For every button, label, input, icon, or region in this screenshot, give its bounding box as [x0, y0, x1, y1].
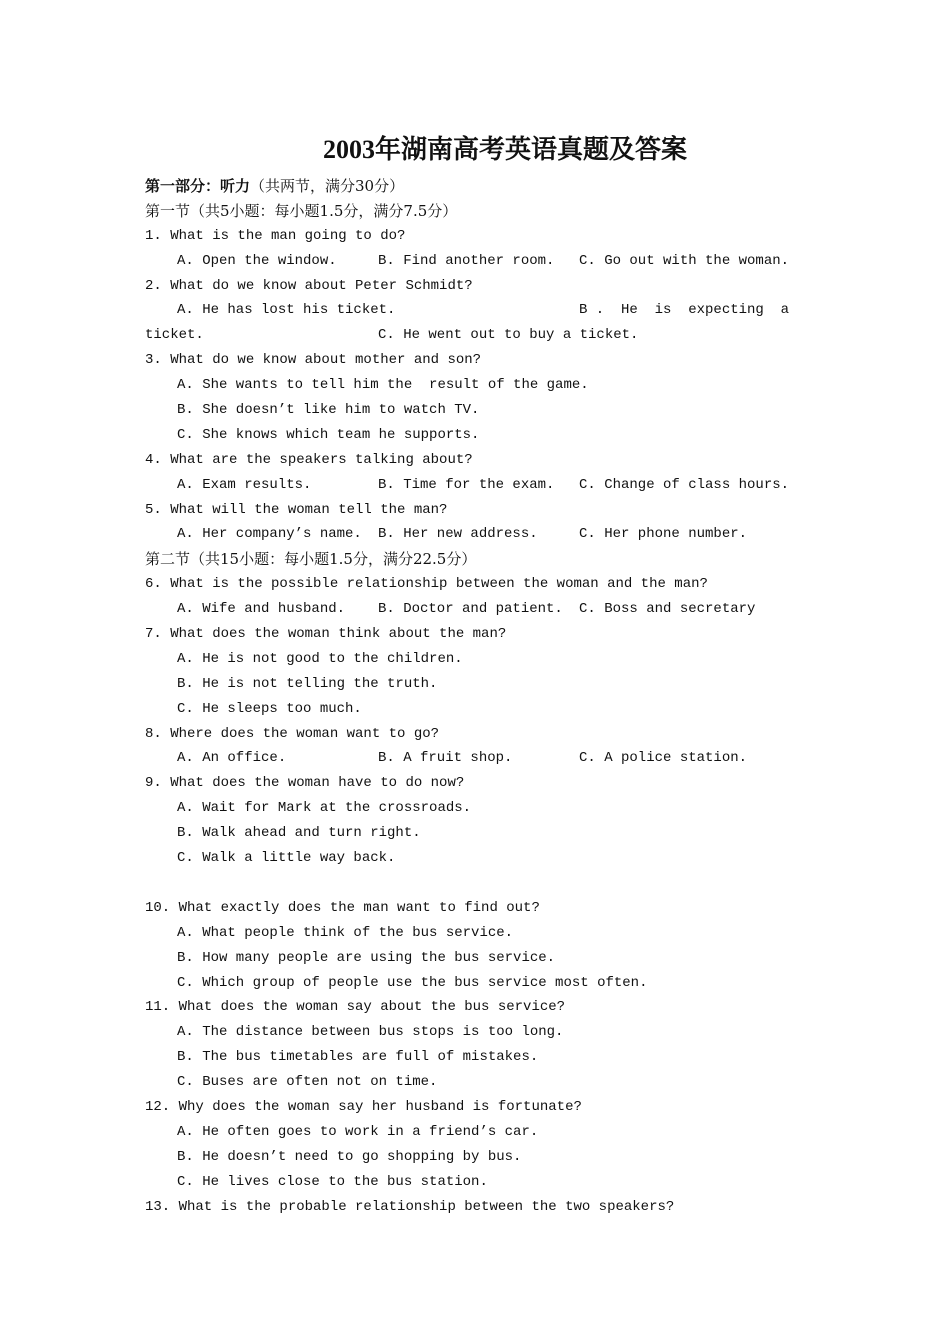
option: C. He went out to buy a ticket.	[378, 327, 639, 344]
option: B. Doctor and patient.	[378, 601, 563, 618]
question	[145, 224, 825, 249]
option: C. He lives close to the bus station.	[177, 1173, 488, 1190]
document-title: 2003年湖南高考英语真题及答案	[322, 135, 687, 164]
option-line	[145, 672, 825, 697]
option: B. Walk ahead and turn right.	[177, 825, 421, 842]
section-heading: 第二节（共15小题：每小题1.5分，满分22.5分）	[145, 550, 477, 569]
question-text: 2. What do we know about Peter Schmidt?	[145, 277, 473, 294]
options-row	[145, 323, 825, 348]
option-line	[145, 423, 825, 448]
option: C. Change of class hours.	[579, 476, 790, 493]
question	[145, 722, 825, 747]
question-text: 11. What does the woman say about the bus service?	[145, 999, 566, 1016]
question-text: 13. What is the probable relationship between the two speakers?	[145, 1198, 675, 1215]
question	[145, 1195, 825, 1220]
option: B. He is not telling the truth.	[177, 675, 438, 692]
option: C. A police station.	[579, 750, 748, 767]
option: A. What people think of the bus service.	[177, 924, 514, 941]
question	[145, 622, 825, 647]
option-line	[145, 796, 825, 821]
option: C. She knows which team he supports.	[177, 426, 480, 443]
option: B. A fruit shop.	[378, 750, 513, 767]
question	[145, 896, 825, 921]
question	[145, 771, 825, 796]
option: B. Time for the exam.	[378, 476, 555, 493]
option-line	[145, 921, 825, 946]
option: B. Her new address.	[378, 526, 538, 543]
option-line	[145, 697, 825, 722]
option: A. Wait for Mark at the crossroads.	[177, 800, 472, 817]
option: B . He is expecting a	[579, 302, 790, 319]
option-line	[145, 821, 825, 846]
question-text: 7. What does the woman think about the man?	[145, 626, 507, 643]
question-text: 1. What is the man going to do?	[145, 227, 406, 244]
option: A. Wife and husband.	[177, 601, 346, 618]
part-title: 第一部分：听力	[145, 177, 251, 195]
option-line	[145, 1020, 825, 1045]
option-line	[145, 647, 825, 672]
question-text: 5. What will the woman tell the man?	[145, 501, 448, 518]
option: C. Which group of people use the bus service most often.	[177, 974, 648, 991]
option: C. Her phone number.	[579, 526, 748, 543]
option-line	[145, 946, 825, 971]
option: C. Boss and secretary	[579, 601, 756, 618]
option: B. The bus timetables are full of mistakes.	[177, 1049, 539, 1066]
option-line	[145, 971, 825, 996]
option: A. Open the window.	[177, 252, 337, 269]
question-text: 8. Where does the woman want to go?	[145, 725, 440, 742]
option: C. Buses are often not on time.	[177, 1074, 438, 1091]
option: C. Go out with the woman.	[579, 252, 790, 269]
option: B. Find another room.	[378, 252, 555, 269]
options-row	[145, 522, 825, 547]
question	[145, 498, 825, 523]
blank-line	[145, 871, 825, 896]
question	[145, 995, 825, 1020]
option-line	[145, 1045, 825, 1070]
option: B. How many people are using the bus service.	[177, 949, 556, 966]
option: A. She wants to tell him the result of the game.	[177, 377, 589, 394]
option-line	[145, 846, 825, 871]
option: C. He sleeps too much.	[177, 700, 362, 717]
option: A. Exam results.	[177, 476, 312, 493]
question-text: 3. What do we know about mother and son?	[145, 352, 482, 369]
option-line	[145, 1070, 825, 1095]
option-line	[145, 1145, 825, 1170]
question	[145, 348, 825, 373]
option: B. She doesn’t like him to watch TV.	[177, 402, 480, 419]
question-text: 12. Why does the woman say her husband is fortunate?	[145, 1098, 582, 1115]
option-continuation: ticket.	[145, 327, 204, 344]
options-row	[145, 473, 825, 498]
options-row	[145, 249, 825, 274]
document-body	[145, 174, 825, 1219]
options-row	[145, 597, 825, 622]
question	[145, 572, 825, 597]
question	[145, 274, 825, 299]
option: A. The distance between bus stops is too long.	[177, 1024, 564, 1041]
option-line	[145, 1170, 825, 1195]
section-heading: 第一节（共5小题：每小题1.5分，满分7.5分）	[145, 201, 458, 220]
option-line	[145, 398, 825, 423]
option: C. Walk a little way back.	[177, 850, 396, 867]
option: A. He often goes to work in a friend’s car.	[177, 1123, 539, 1140]
option-line	[145, 1120, 825, 1145]
option: A. He has lost his ticket.	[177, 302, 396, 319]
option: B. He doesn’t need to go shopping by bus.	[177, 1148, 522, 1165]
question-text: 6. What is the possible relationship between the woman and the man?	[145, 576, 708, 593]
question	[145, 1095, 825, 1120]
part-heading	[145, 174, 825, 199]
question-text: 4. What are the speakers talking about?	[145, 451, 473, 468]
question-text: 9. What does the woman have to do now?	[145, 775, 465, 792]
options-row	[145, 298, 825, 323]
option: A. An office.	[177, 750, 287, 767]
option: A. Her company’s name.	[177, 526, 362, 543]
options-row	[145, 746, 825, 771]
question	[145, 448, 825, 473]
part-info: （共两节，满分30分）	[250, 177, 405, 195]
option-line	[145, 373, 825, 398]
option: A. He is not good to the children.	[177, 650, 463, 667]
question-text: 10. What exactly does the man want to find out?	[145, 899, 540, 916]
